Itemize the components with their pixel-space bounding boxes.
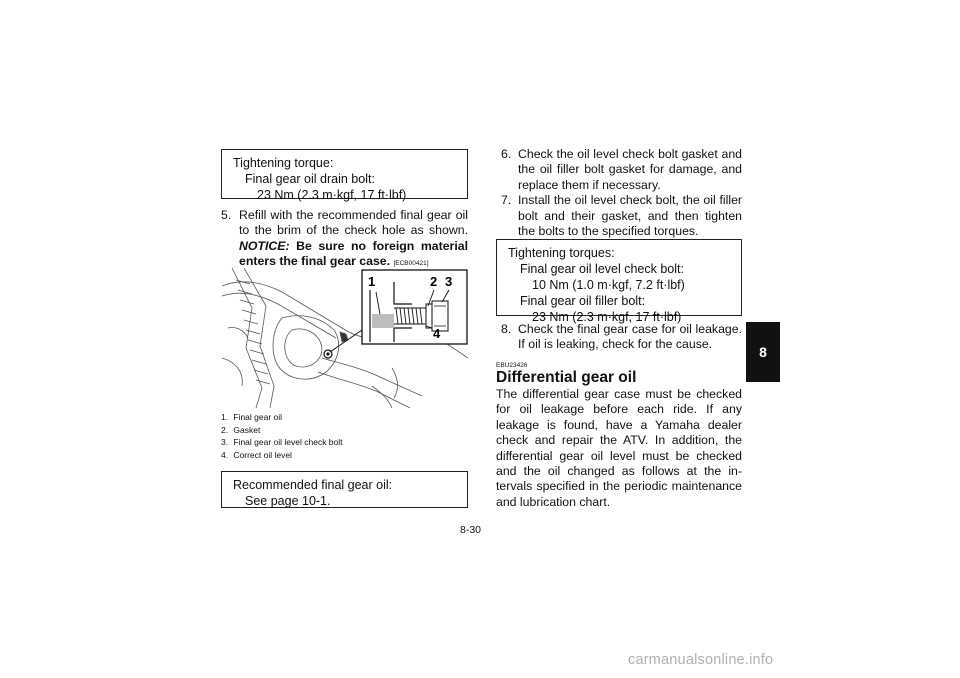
- callout-3: 3: [445, 274, 453, 289]
- step-5: [221, 208, 468, 272]
- torques-box-item-1: Final gear oil level check bolt:: [520, 262, 684, 276]
- watermark: carmanualsonline.info: [628, 652, 774, 668]
- torque-spec-box-check-filler: [496, 239, 742, 324]
- step-8-text: Check the final gear case for oil leakage. If oil is leaking, check for the cause.: [518, 322, 742, 352]
- final-gear-illustration: [222, 268, 468, 408]
- recommended-box-title: Recommended final gear oil:: [233, 478, 393, 492]
- callout-4: 4: [433, 326, 441, 341]
- callout-1: 1: [368, 274, 376, 289]
- final-gear-figure: [222, 268, 468, 408]
- legend-item: 1. Final gear oil: [221, 412, 283, 422]
- torque-box-item: Final gear oil drain bolt:: [245, 172, 375, 186]
- step-8: 8. Check the final gear case for oil leakage. If oil is leaking, check for the cause.: [501, 322, 742, 352]
- legend-item: 4. Correct oil level: [221, 449, 292, 460]
- chapter-tab: 8: [746, 322, 780, 382]
- callout-2: 2: [430, 274, 438, 289]
- step-7: 7. Install the oil level check bolt, the oil filler bolt and their gasket, and then tighten the bolts to the specified torques.: [501, 193, 742, 239]
- notice-label: NOTICE:: [239, 238, 290, 253]
- step-6: 6. Check the oil level check bolt gasket and the oil filler bolt gasket for damage, and replace them if necessary.: [501, 147, 742, 192]
- notice-code: [ECB00421]: [393, 260, 429, 268]
- torques-box-value-2: 23 Nm (2.3 m·kgf, 17 ft·lbf): [532, 310, 682, 324]
- step-6-text: Check the oil level check bolt gasket and the oil filler bolt gasket for damage, and replace them if necessary.: [518, 147, 742, 192]
- section-code: EBU23426: [496, 362, 528, 369]
- step-7-text: Install the oil level check bolt, the oil filler bolt and their gasket, and then tighten the bolts to the specified torques.: [518, 193, 742, 239]
- torque-box-title: Tightening torque:: [233, 156, 334, 170]
- page-number: 8-30: [460, 524, 482, 536]
- torque-box-value: 23 Nm (2.3 m·kgf, 17 ft·lbf): [257, 188, 407, 202]
- torques-box-title: Tightening torques:: [508, 246, 615, 260]
- recommended-oil-box: [221, 471, 468, 508]
- torques-box-value-1: 10 Nm (1.0 m·kgf, 7.2 ft·lbf): [532, 278, 685, 292]
- torque-spec-box-drain: [221, 149, 468, 202]
- right-column-steps: [491, 147, 742, 239]
- section-title: Differential gear oil: [496, 369, 637, 386]
- legend-item: 2. Gasket: [221, 424, 261, 435]
- recommended-box-value: See page 10-1.: [245, 494, 331, 508]
- step-5-number: 5.: [221, 208, 232, 222]
- section-body: The differential gear case must be checked for oil leakage before each ride. If any leakage is found, have a Yamaha dealer check and repair the ATV. In addition, the differential gear oil level must be checked and the oil changed as follows at the in-tervals specified in the periodic maintenance and lubrication chart.: [496, 387, 742, 509]
- legend-item: 3. Final gear oil level check bolt: [221, 437, 343, 447]
- differential-section: [496, 362, 742, 510]
- notice-text: Be sure no foreign material enters the final gear case.: [239, 238, 468, 269]
- figure-legend: [221, 411, 468, 461]
- step-5-text: Refill with the recommended final gear oil to the brim of the check hole as shown.: [239, 208, 468, 238]
- torques-box-item-2: Final gear oil filler bolt:: [520, 294, 646, 308]
